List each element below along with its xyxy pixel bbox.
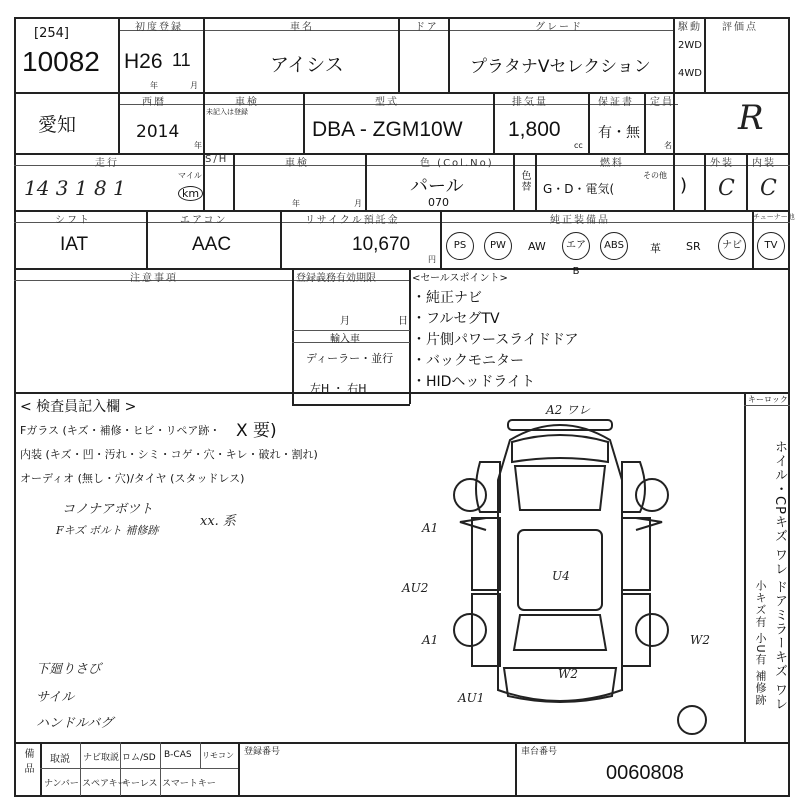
grade-value: プラタナVセレクション	[470, 57, 651, 77]
reg-deadline-header: 登録義務有効期限	[296, 273, 376, 284]
right-note-2: ドアミラーキズ ワレ	[772, 580, 787, 712]
glass-mark: X 要)	[236, 421, 277, 441]
acc-remote: リモコン	[202, 751, 234, 760]
reg-month: 11	[172, 50, 191, 70]
handwritten-note-4: 下廻りさび	[36, 662, 102, 677]
cc-unit: cc	[574, 141, 583, 150]
handwritten-note-6: ハンドルバグ	[36, 716, 114, 731]
acc-keyless: キーレス	[122, 779, 158, 789]
sh-header: S/H	[205, 154, 229, 165]
drive-4wd: 4WD	[678, 68, 702, 79]
handwritten-note-2: Fキズ ボルト 補修跡	[56, 524, 159, 537]
aircon-value: AAC	[192, 234, 232, 255]
chassis-number: 0060808	[606, 762, 684, 784]
mark-au2: AU2	[402, 581, 429, 595]
exterior-grade: C	[718, 176, 735, 201]
tuner-header: チューナー他	[753, 213, 795, 221]
reg-era: H26	[124, 50, 163, 73]
year-sub: 年	[194, 141, 202, 150]
mile-unit-top: マイル	[178, 171, 202, 180]
car-name: アイシス	[270, 54, 344, 76]
month-sub: 月	[190, 81, 198, 90]
sales-point-5: ・HIDヘッドライト	[412, 374, 536, 390]
sales-point-3: ・片側パワースライドドア	[412, 332, 579, 348]
equip-airbag: エアB	[562, 232, 590, 260]
capacity-header: 定員	[650, 97, 674, 108]
reg-number-label: 登録番号	[244, 747, 281, 757]
mark-a2: A2 ワレ	[546, 403, 591, 417]
acc-smart-key: スマートキー	[162, 779, 216, 789]
recycle-value: 10,670	[352, 234, 411, 255]
mark-u4: U4	[552, 569, 570, 583]
grade-header: グレード	[535, 22, 583, 33]
year-header: 西暦	[142, 97, 166, 108]
mileage-value: 14 3 1 8 1	[24, 176, 126, 200]
right-note-3: 小キズ有 小U有 補修跡	[754, 580, 767, 707]
fuel-close: )	[680, 175, 688, 196]
drive-header: 駆動	[678, 22, 702, 33]
sales-point-4: ・バックモニター	[412, 353, 524, 369]
lot-prefix: [254]	[34, 26, 69, 41]
deadline-month: 月	[340, 316, 350, 327]
aircon-header: エアコン	[180, 215, 228, 226]
mark-w2-right: W2	[690, 633, 710, 647]
mile-unit-km: km	[178, 186, 203, 201]
chassis-label: 車台番号	[521, 747, 558, 757]
notes-header: 注意事項	[130, 273, 178, 284]
color-number: 070	[428, 196, 449, 209]
displacement-header: 排気量	[512, 97, 548, 108]
first-reg-header: 初度登録	[135, 22, 183, 33]
mark-a1-lower: A1	[422, 633, 439, 647]
equipment-header: 純正装備品	[550, 215, 610, 226]
audio-label: オーディオ (無し・穴)/タイヤ (スタッドレス)	[20, 472, 245, 485]
warranty-value: 有・無	[598, 125, 640, 141]
yen-unit: 円	[428, 255, 436, 264]
shift-value: IAT	[60, 234, 89, 255]
sales-point-2: ・フルセグTV	[412, 311, 500, 327]
inspector-title: < 検査員記入欄 >	[20, 399, 137, 415]
drive-2wd: 2WD	[678, 40, 702, 51]
right-note-1: ホイル・CPキズ ワレ	[772, 440, 787, 577]
model-year: 2014	[136, 122, 180, 142]
accessories-side-label: 備 品	[22, 748, 33, 775]
acc-number: ナンバー	[44, 779, 79, 789]
eval-header: 評価点	[722, 22, 758, 33]
deadline-day: 日	[398, 316, 408, 327]
shaken-header: 車検	[285, 158, 309, 169]
sales-point-1: ・純正ナビ	[412, 290, 482, 306]
shaken-year-sub: 年	[292, 199, 300, 208]
mileage-header: 走行	[95, 158, 119, 169]
capacity-sub: 名	[664, 141, 672, 150]
frame-left	[14, 17, 16, 797]
car-damage-diagram	[400, 400, 720, 740]
acc-manual: 取説	[50, 754, 70, 765]
dealer-parallel: ディーラー・並行	[306, 352, 394, 365]
mark-a1-left: A1	[422, 521, 439, 535]
model-type: DBA - ZGM10W	[312, 118, 463, 141]
interior-grade: C	[760, 176, 777, 201]
equip-sr: SR	[686, 240, 701, 253]
equip-pw: PW	[484, 232, 512, 260]
acc-spare-key: スペアキー	[82, 779, 127, 789]
acc-rom-sd: ロム/SD	[122, 753, 156, 763]
handwritten-note-3: xx. 系	[200, 514, 236, 529]
keylock-label: キーロック	[748, 395, 788, 404]
equip-ps: PS	[446, 232, 474, 260]
region: 愛知	[38, 114, 77, 136]
fuel-other: その他	[643, 171, 667, 180]
shift-header: シフト	[55, 215, 91, 226]
score-value: R	[738, 98, 764, 138]
type-header: 型式	[375, 97, 399, 108]
exterior-header: 外装	[710, 158, 734, 169]
displacement-value: 1,800	[508, 118, 561, 141]
door-header: ドア	[415, 22, 439, 33]
acc-bcas: B-CAS	[164, 750, 192, 760]
recycle-header: リサイクル預託金	[305, 215, 400, 226]
equip-leather: 革	[650, 242, 661, 255]
mark-au1: AU1	[458, 691, 485, 705]
equip-aw: AW	[528, 240, 546, 253]
handwritten-note-1: コノナアボツト	[62, 502, 154, 517]
warranty-header: 保証書	[598, 97, 634, 108]
steering-side: 左H ・ 右H	[310, 382, 367, 395]
inspection-note: 未記入は登録	[206, 108, 248, 116]
model-header: 車名	[290, 22, 314, 33]
interior-header: 内装	[752, 158, 776, 169]
equip-tv: TV	[757, 232, 785, 260]
inspection-header: 車検	[235, 97, 259, 108]
sales-header: <セールスポイント>	[412, 273, 508, 284]
mark-w2-rear: W2	[558, 667, 578, 681]
glass-label: Fガラス (キズ・補修・ヒビ・リペア跡・	[20, 424, 221, 437]
handwritten-note-5: サイル	[36, 690, 75, 705]
import-header: 輸入車	[330, 334, 360, 345]
color-value: パール	[410, 176, 464, 197]
fuel-header: 燃料	[600, 158, 624, 169]
frame-bottom	[14, 795, 790, 797]
equip-navi: ナビ	[718, 232, 746, 260]
fuel-value: G・D・電気(	[543, 182, 615, 196]
lot-number: 10082	[22, 46, 100, 77]
repaint-label: 色替	[519, 170, 530, 192]
shaken-month-sub: 月	[354, 199, 362, 208]
color-header: 色 (Col.No)	[420, 158, 494, 169]
interior-label: 内装 (キズ・凹・汚れ・シミ・コゲ・穴・キレ・破れ・割れ)	[20, 448, 318, 461]
equip-abs: ABS	[600, 232, 628, 260]
era-sub: 年	[150, 81, 158, 90]
acc-navi-manual: ナビ取説	[83, 753, 120, 763]
